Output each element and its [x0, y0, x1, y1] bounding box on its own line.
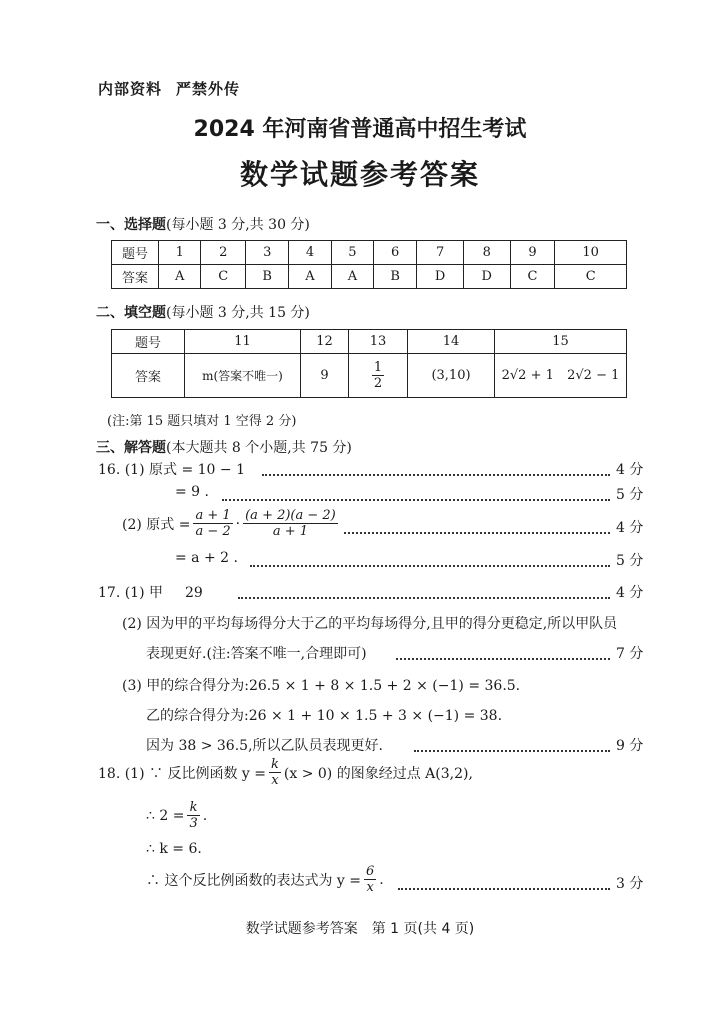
q18-line1	[98, 757, 473, 788]
section1-note: (每小题 3 分,共 30 分)	[166, 217, 310, 233]
fraction	[193, 508, 232, 539]
q16-line1: 16. (1) 原式 = 10 − 1	[98, 462, 245, 478]
section1-title: 一、选择题	[96, 217, 166, 233]
score: 7 分	[616, 646, 644, 662]
table-cell: A	[289, 265, 331, 289]
q18-text: ∴ 2 =	[146, 807, 185, 824]
fraction-numerator: 1	[373, 360, 383, 375]
table-cell: 11	[185, 330, 301, 354]
table-cell: D	[417, 265, 464, 289]
table-cell: 题号	[112, 241, 159, 265]
score: 5 分	[616, 553, 644, 569]
section3-heading	[96, 437, 352, 457]
fraction-denominator: 3	[189, 816, 198, 831]
q16-line3	[122, 508, 338, 539]
table-cell: 2√2 − 1	[561, 354, 627, 398]
q17-line4: (3) 甲的综合得分为:26.5 × 1 + 8 × 1.5 + 2 × (−1) = 36.5.	[122, 678, 521, 694]
table-cell: 12	[301, 330, 349, 354]
leader-dots	[398, 888, 610, 890]
table-row	[112, 354, 627, 398]
leader-dots	[238, 597, 610, 599]
fraction	[372, 360, 384, 391]
page-footer: 数学试题参考答案 第 1 页(共 4 页)	[245, 921, 475, 937]
q17-line6: 因为 38 > 36.5,所以乙队员表现更好.	[146, 738, 383, 754]
score: 4 分	[616, 520, 644, 536]
fraction-denominator: a − 2	[195, 524, 231, 539]
table-cell	[349, 354, 408, 398]
table-cell: C	[201, 265, 246, 289]
fraction	[364, 864, 376, 895]
section2-note: (每小题 3 分,共 15 分)	[166, 305, 310, 321]
q16-line4: = a + 2 .	[175, 550, 238, 566]
mark-internal: 内部资料	[98, 80, 163, 98]
q17-part1-value: 29	[185, 585, 203, 601]
table-cell: C	[555, 265, 627, 289]
table-cell: 7	[417, 241, 464, 265]
footnote: (注:第 15 题只填对 1 空得 2 分)	[107, 414, 297, 429]
table-cell: 3	[246, 241, 289, 265]
leader-dots	[396, 658, 610, 660]
leader-dots	[222, 499, 610, 501]
leader-dots	[414, 750, 610, 752]
table-cell: 14	[408, 330, 495, 354]
table-cell: D	[463, 265, 510, 289]
table-cell: 答案	[112, 265, 159, 289]
table-cell: C	[510, 265, 555, 289]
table-cell: m(答案不唯一)	[185, 354, 301, 398]
score: 5 分	[616, 487, 644, 503]
leader-dots	[262, 474, 610, 476]
fraction-denominator: 2	[373, 376, 383, 391]
multiply-dot: ·	[235, 515, 241, 532]
doc-title: 数学试题参考答案	[239, 158, 480, 191]
fill-answer-table	[111, 329, 627, 398]
q18-text: 18. (1) ∵ 反比例函数 y =	[98, 765, 266, 782]
fraction-numerator: 6	[366, 864, 375, 879]
table-cell: A	[331, 265, 373, 289]
q18-line4	[146, 864, 384, 895]
score: 9 分	[616, 738, 644, 754]
table-cell: 9	[510, 241, 555, 265]
table-cell: (3,10)	[408, 354, 495, 398]
exam-title: 2024 年河南省普通高中招生考试	[193, 117, 527, 142]
table-cell: 6	[374, 241, 417, 265]
q18-line2	[146, 800, 207, 831]
table-cell: 2	[201, 241, 246, 265]
table-cell: 2√2 + 1	[495, 354, 561, 398]
q17-line2: (2) 因为甲的平均每场得分大于乙的平均每场得分,且甲的得分更稳定,所以甲队员	[122, 616, 618, 632]
fraction-numerator: k	[271, 757, 279, 772]
section3-note: (本大题共 8 个小题,共 75 分)	[166, 440, 352, 456]
q18-text: ∴ 这个反比例函数的表达式为 y =	[146, 872, 361, 889]
section2-title: 二、填空题	[96, 305, 166, 321]
fraction-numerator: k	[187, 800, 199, 816]
section2-heading	[96, 302, 310, 322]
table-cell: 8	[463, 241, 510, 265]
table-row	[112, 265, 627, 289]
q18-text: .	[379, 871, 384, 888]
fraction	[187, 800, 199, 831]
fraction-denominator: a + 1	[272, 524, 309, 539]
score: 4 分	[616, 585, 644, 601]
table-cell: 答案	[112, 354, 185, 398]
mark-restricted: 严禁外传	[176, 80, 241, 98]
confidential-mark	[98, 78, 240, 99]
q16-line2: = 9 .	[175, 484, 209, 500]
table-row	[112, 330, 627, 354]
table-cell: A	[159, 265, 201, 289]
fraction-denominator: x	[366, 880, 374, 895]
table-cell: 15	[495, 330, 627, 354]
leader-dots	[250, 565, 610, 567]
q18-line3: ∴ k = 6.	[146, 841, 202, 857]
q18-text: .	[202, 807, 208, 824]
table-cell: 10	[555, 241, 627, 265]
table-row	[112, 241, 627, 265]
fraction	[243, 508, 338, 539]
section3-title: 三、解答题	[96, 440, 166, 456]
table-cell: 题号	[112, 330, 185, 354]
leader-dots	[344, 532, 610, 534]
q17-part1-label: 17. (1) 甲	[98, 585, 163, 601]
q17-line5: 乙的综合得分为:26 × 1 + 10 × 1.5 + 3 × (−1) = 38.	[146, 708, 503, 724]
score: 4 分	[616, 462, 644, 478]
table-cell: 4	[289, 241, 331, 265]
fraction	[269, 757, 281, 788]
choice-answer-table	[111, 240, 627, 289]
q17-line3: 表现更好.(注:答案不唯一,合理即可)	[146, 646, 367, 662]
table-cell: 1	[159, 241, 201, 265]
q18-text: (x > 0) 的图象经过点 A(3,2),	[283, 765, 473, 782]
table-cell: B	[374, 265, 417, 289]
table-cell: 5	[331, 241, 373, 265]
table-cell: B	[246, 265, 289, 289]
fraction-numerator: (a + 2)(a − 2)	[245, 508, 336, 523]
q17-line1	[98, 582, 203, 602]
q16-part2-label: (2) 原式 =	[122, 516, 191, 533]
fraction-numerator: a + 1	[195, 508, 231, 523]
fraction-denominator: x	[271, 773, 279, 788]
section1-heading	[96, 214, 310, 234]
table-cell: 13	[349, 330, 408, 354]
table-cell: 9	[301, 354, 349, 398]
score: 3 分	[616, 876, 644, 892]
